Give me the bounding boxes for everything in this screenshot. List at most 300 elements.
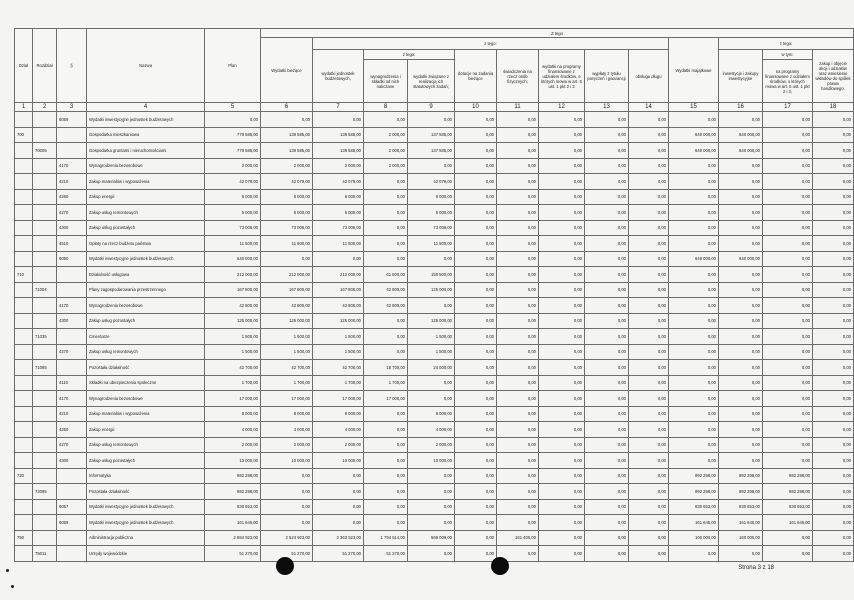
cell-amount: 0,00 [455, 251, 497, 267]
cell-amount: 0,00 [364, 189, 408, 205]
cell-amount: 0,00 [719, 344, 763, 360]
cell-amount: 10 000,00 [313, 453, 364, 469]
cell-amount: 0,00 [539, 499, 585, 515]
table-row [15, 282, 854, 298]
cell-amount: 42 800,00 [364, 282, 408, 298]
cell-amount: 0,00 [364, 236, 408, 252]
cell-rozdzial [33, 174, 57, 190]
column-number: 10 [455, 103, 497, 112]
cell-paragraf: 4510 [57, 236, 87, 252]
cell-dzial [15, 143, 33, 159]
cell-paragraf: 6059 [57, 515, 87, 531]
cell-amount: 212 000,00 [313, 267, 364, 283]
cell-paragraf: 4170 [57, 391, 87, 407]
cell-amount: 212 000,00 [205, 267, 261, 283]
cell-nazwa: Zakup usług remontowych [87, 437, 205, 453]
cell-amount: 0,00 [455, 375, 497, 391]
cell-amount: 0,00 [585, 236, 629, 252]
table-row [15, 360, 854, 376]
header-wydatki-statutowe: wydatki związane z realizacją ich statutowych zadań; [408, 60, 455, 103]
cell-nazwa: Pozostała działalność [87, 360, 205, 376]
cell-amount: 2 000,00 [408, 437, 455, 453]
cell-amount: 2 000,00 [364, 143, 408, 159]
cell-nazwa: Wydatki inwestycyjne jednostek budżetowych [87, 515, 205, 531]
cell-rozdzial: 71004 [33, 282, 57, 298]
cell-amount: 0,00 [719, 453, 763, 469]
cell-amount: 0,00 [629, 282, 669, 298]
cell-amount: 0,00 [539, 267, 585, 283]
cell-nazwa: Zakup usług remontowych [87, 205, 205, 221]
column-number: 15 [669, 103, 719, 112]
cell-nazwa: Opłaty na rzecz budżetu państwa [87, 236, 205, 252]
cell-rozdzial [33, 127, 57, 143]
cell-paragraf: 4270 [57, 344, 87, 360]
cell-dzial [15, 391, 33, 407]
cell-amount: 0,00 [813, 546, 854, 562]
cell-amount: 0,00 [585, 468, 629, 484]
cell-amount: 0,00 [539, 127, 585, 143]
cell-amount: 0,00 [813, 375, 854, 391]
cell-amount: 1 500,00 [408, 329, 455, 345]
cell-amount: 0,00 [497, 143, 539, 159]
cell-rozdzial [33, 391, 57, 407]
table-row [15, 499, 854, 515]
cell-amount: 0,00 [629, 422, 669, 438]
header-wydatki-majatkowe: Wydatki majątkowe [669, 38, 719, 103]
cell-amount: 0,00 [539, 453, 585, 469]
cell-amount: 0,00 [585, 127, 629, 143]
cell-amount: 0,00 [813, 437, 854, 453]
cell-amount: 8 000,00 [313, 406, 364, 422]
cell-amount: 161 645,00 [205, 515, 261, 531]
cell-amount: 0,00 [763, 546, 813, 562]
column-number: 3 [57, 103, 87, 112]
cell-amount: 0,00 [455, 360, 497, 376]
cell-dzial [15, 251, 33, 267]
cell-amount: 125 000,00 [205, 313, 261, 329]
cell-nazwa: Wydatki inwestycyjne jednostek budżetowych [87, 251, 205, 267]
header-zakup-akcji: zakup i objęcie akcji i udziałów oraz wniesienie wkładów do spółek prawa handlowego. [813, 50, 854, 103]
header-z-tego-majatkowe: z tego: [719, 38, 854, 50]
cell-amount: 1 500,00 [408, 344, 455, 360]
table-row [15, 267, 854, 283]
cell-amount: 11 500,00 [408, 236, 455, 252]
cell-nazwa: Zakup usług pozostałych [87, 453, 205, 469]
cell-amount: 0,00 [497, 251, 539, 267]
cell-amount: 0,00 [719, 360, 763, 376]
table-row [15, 251, 854, 267]
cell-amount: 2 524 923,00 [261, 530, 313, 546]
cell-amount: 0,00 [497, 158, 539, 174]
cell-rozdzial [33, 220, 57, 236]
column-number: 12 [539, 103, 585, 112]
cell-rozdzial: 71035 [33, 329, 57, 345]
budget-table [14, 28, 854, 562]
cell-nazwa: Zakup usług pozostałych [87, 313, 205, 329]
cell-amount: 0,00 [669, 158, 719, 174]
cell-rozdzial: 72095 [33, 484, 57, 500]
cell-amount: 0,00 [497, 360, 539, 376]
cell-amount: 0,00 [763, 298, 813, 314]
cell-amount: 0,00 [539, 236, 585, 252]
table-row [15, 112, 854, 128]
cell-dzial: 720 [15, 468, 33, 484]
cell-dzial [15, 189, 33, 205]
cell-amount: 0,00 [497, 236, 539, 252]
column-number: 17 [763, 103, 813, 112]
table-row [15, 484, 854, 500]
cell-amount: 0,00 [313, 484, 364, 500]
column-number: 4 [87, 103, 205, 112]
header-z-tego-jednostek: z tego: [364, 50, 455, 60]
cell-amount: 1 700,00 [261, 375, 313, 391]
cell-amount: 0,00 [585, 360, 629, 376]
cell-amount: 0,00 [497, 282, 539, 298]
cell-amount: 5 000,00 [205, 205, 261, 221]
header-paragraf: § [57, 29, 87, 103]
cell-amount: 4 000,00 [408, 422, 455, 438]
cell-amount: 0,00 [813, 344, 854, 360]
cell-amount: 0,00 [629, 515, 669, 531]
column-number: 13 [585, 103, 629, 112]
cell-amount: 0,00 [629, 468, 669, 484]
cell-amount: 992 298,00 [763, 468, 813, 484]
cell-amount: 0,00 [669, 298, 719, 314]
cell-amount: 11 500,00 [261, 236, 313, 252]
cell-amount: 2 000,00 [313, 158, 364, 174]
cell-amount: 0,00 [669, 220, 719, 236]
cell-amount: 0,00 [585, 220, 629, 236]
cell-dzial [15, 375, 33, 391]
cell-rozdzial [33, 236, 57, 252]
cell-amount: 830 653,00 [669, 499, 719, 515]
cell-amount: 125 000,00 [313, 313, 364, 329]
cell-amount: 5 000,00 [313, 205, 364, 221]
cell-amount: 0,00 [455, 205, 497, 221]
cell-amount: 0,00 [497, 437, 539, 453]
cell-paragraf: 4170 [57, 298, 87, 314]
cell-dzial [15, 236, 33, 252]
cell-paragraf: 4260 [57, 189, 87, 205]
cell-amount: 0,00 [497, 422, 539, 438]
cell-amount: 0,00 [455, 484, 497, 500]
cell-amount: 0,00 [364, 437, 408, 453]
cell-amount: 0,00 [813, 220, 854, 236]
cell-amount: 42 079,00 [408, 174, 455, 190]
cell-amount: 0,00 [497, 515, 539, 531]
column-number: 9 [408, 103, 455, 112]
cell-amount: 0,00 [539, 282, 585, 298]
cell-rozdzial [33, 453, 57, 469]
cell-paragraf [57, 484, 87, 500]
cell-amount: 0,00 [669, 422, 719, 438]
cell-amount: 0,00 [364, 515, 408, 531]
cell-rozdzial [33, 298, 57, 314]
cell-nazwa: Zakup materiałów i wyposażenia [87, 406, 205, 422]
header-nazwa: Nazwa [87, 29, 205, 103]
cell-amount: 640 000,00 [669, 143, 719, 159]
table-row [15, 158, 854, 174]
cell-amount: 0,00 [813, 453, 854, 469]
cell-amount: 2 000,00 [364, 127, 408, 143]
cell-amount: 4 000,00 [261, 422, 313, 438]
cell-amount: 0,00 [364, 313, 408, 329]
table-row [15, 313, 854, 329]
cell-amount: 61 500,00 [364, 267, 408, 283]
cell-amount: 0,00 [629, 174, 669, 190]
cell-amount: 0,00 [629, 205, 669, 221]
cell-amount: 42 700,00 [205, 360, 261, 376]
cell-paragraf: 4260 [57, 422, 87, 438]
cell-amount: 139 585,00 [261, 143, 313, 159]
cell-amount: 0,00 [539, 205, 585, 221]
cell-amount: 0,00 [719, 282, 763, 298]
cell-amount: 0,00 [539, 391, 585, 407]
cell-amount: 0,00 [539, 422, 585, 438]
cell-amount: 0,00 [497, 329, 539, 345]
cell-amount: 0,00 [813, 329, 854, 345]
cell-amount: 0,00 [629, 484, 669, 500]
cell-rozdzial [33, 344, 57, 360]
cell-amount: 4 000,00 [205, 422, 261, 438]
cell-rozdzial [33, 515, 57, 531]
cell-amount: 0,00 [313, 112, 364, 128]
cell-amount: 0,00 [763, 158, 813, 174]
cell-amount: 6 000,00 [408, 189, 455, 205]
cell-amount: 42 700,00 [261, 360, 313, 376]
cell-amount: 0,00 [539, 313, 585, 329]
cell-amount: 0,00 [455, 406, 497, 422]
cell-amount: 0,00 [497, 205, 539, 221]
cell-dzial [15, 282, 33, 298]
cell-paragraf: 4300 [57, 220, 87, 236]
cell-amount: 0,00 [763, 112, 813, 128]
cell-amount: 0,00 [763, 313, 813, 329]
cell-amount: 0,00 [539, 484, 585, 500]
cell-amount: 0,00 [364, 220, 408, 236]
cell-amount: 160 000,00 [669, 530, 719, 546]
cell-amount: 0,00 [455, 453, 497, 469]
cell-amount: 0,00 [364, 251, 408, 267]
cell-amount: 0,00 [455, 437, 497, 453]
cell-amount: 0,00 [763, 174, 813, 190]
cell-paragraf [57, 360, 87, 376]
cell-amount: 0,00 [364, 329, 408, 345]
cell-amount: 0,00 [719, 112, 763, 128]
cell-rozdzial [33, 375, 57, 391]
header-plan: Plan [205, 29, 261, 103]
table-row [15, 453, 854, 469]
cell-amount: 1 794 514,00 [364, 530, 408, 546]
page-number: Strona 3 z 18 [738, 565, 774, 571]
cell-amount: 0,00 [719, 546, 763, 562]
table-row [15, 189, 854, 205]
cell-amount: 0,00 [629, 360, 669, 376]
header-poreczenia: wypłaty z tytułu poręczeń i gwarancji [585, 50, 629, 103]
cell-amount: 0,00 [585, 189, 629, 205]
cell-amount: 0,00 [261, 468, 313, 484]
table-row [15, 437, 854, 453]
cell-amount: 0,00 [364, 344, 408, 360]
cell-amount: 5 000,00 [261, 205, 313, 221]
cell-amount: 42 800,00 [313, 298, 364, 314]
header-swiadczenia: świadczenia na rzecz osób fizycznych; [497, 50, 539, 103]
cell-amount: 0,00 [669, 391, 719, 407]
cell-dzial [15, 360, 33, 376]
cell-amount: 0,00 [813, 360, 854, 376]
cell-amount: 0,00 [539, 220, 585, 236]
column-number: 6 [261, 103, 313, 112]
cell-amount: 0,00 [813, 143, 854, 159]
table-row [15, 344, 854, 360]
cell-amount: 51 270,00 [205, 546, 261, 562]
cell-amount: 0,00 [669, 189, 719, 205]
header-wydatki-jednostek: wydatki jednostek budżetowych, [313, 50, 364, 103]
cell-amount: 212 000,00 [261, 267, 313, 283]
cell-amount: 640 000,00 [719, 127, 763, 143]
cell-amount: 0,00 [455, 468, 497, 484]
cell-amount: 640 000,00 [205, 251, 261, 267]
cell-amount: 0,00 [629, 298, 669, 314]
cell-amount: 0,00 [539, 329, 585, 345]
cell-amount: 0,00 [763, 530, 813, 546]
cell-amount: 0,00 [205, 112, 261, 128]
cell-amount: 0,00 [455, 174, 497, 190]
cell-amount: 0,00 [408, 515, 455, 531]
cell-paragraf: 6057 [57, 499, 87, 515]
cell-rozdzial: 75011 [33, 546, 57, 562]
cell-amount: 0,00 [629, 189, 669, 205]
cell-paragraf: 4170 [57, 158, 87, 174]
cell-amount: 2 684 923,00 [205, 530, 261, 546]
cell-amount: 0,00 [669, 344, 719, 360]
cell-amount: 0,00 [408, 112, 455, 128]
cell-amount: 0,00 [763, 329, 813, 345]
cell-amount: 24 000,00 [408, 360, 455, 376]
cell-amount: 0,00 [629, 530, 669, 546]
table-row [15, 298, 854, 314]
cell-amount: 42 079,00 [205, 174, 261, 190]
cell-amount: 17 000,00 [313, 391, 364, 407]
cell-nazwa: Plany zagospodarowania przestrzennego [87, 282, 205, 298]
cell-amount: 0,00 [497, 391, 539, 407]
cell-amount: 0,00 [455, 112, 497, 128]
cell-amount: 0,00 [408, 375, 455, 391]
cell-amount: 0,00 [585, 422, 629, 438]
cell-amount: 0,00 [408, 546, 455, 562]
cell-dzial: 750 [15, 530, 33, 546]
cell-amount: 0,00 [585, 344, 629, 360]
cell-dzial [15, 344, 33, 360]
cell-amount: 0,00 [813, 251, 854, 267]
cell-amount: 42 700,00 [313, 360, 364, 376]
column-number: 14 [629, 103, 669, 112]
cell-amount: 0,00 [763, 205, 813, 221]
cell-rozdzial [33, 406, 57, 422]
cell-amount: 0,00 [629, 391, 669, 407]
cell-amount: 0,00 [455, 329, 497, 345]
cell-nazwa: Zakup usług pozostałych [87, 220, 205, 236]
cell-amount: 640 000,00 [719, 251, 763, 267]
cell-amount: 779 585,00 [205, 143, 261, 159]
cell-rozdzial [33, 112, 57, 128]
table-row [15, 406, 854, 422]
cell-amount: 0,00 [813, 189, 854, 205]
cell-amount: 167 800,00 [205, 282, 261, 298]
column-number-row [15, 103, 854, 112]
punch-hole [276, 557, 294, 575]
cell-amount: 779 585,00 [205, 127, 261, 143]
cell-amount: 161 645,00 [763, 515, 813, 531]
cell-amount: 0,00 [669, 313, 719, 329]
cell-nazwa: Cmentarze [87, 329, 205, 345]
cell-amount: 0,00 [539, 344, 585, 360]
cell-nazwa: Gospodarka mieszkaniowa [87, 127, 205, 143]
cell-rozdzial [33, 189, 57, 205]
cell-amount: 0,00 [497, 174, 539, 190]
cell-amount: 0,00 [364, 453, 408, 469]
cell-amount: 0,00 [813, 422, 854, 438]
cell-amount: 0,00 [497, 375, 539, 391]
cell-amount: 0,00 [719, 298, 763, 314]
cell-dzial [15, 437, 33, 453]
cell-amount: 992 298,00 [205, 468, 261, 484]
cell-dzial [15, 313, 33, 329]
cell-amount: 11 500,00 [205, 236, 261, 252]
cell-amount: 0,00 [539, 406, 585, 422]
cell-paragraf [57, 329, 87, 345]
cell-dzial [15, 298, 33, 314]
cell-amount: 2 000,00 [261, 437, 313, 453]
cell-amount: 42 800,00 [205, 298, 261, 314]
cell-amount: 0,00 [763, 251, 813, 267]
cell-amount: 0,00 [813, 468, 854, 484]
header-wydatki-biezace: Wydatki bieżące [261, 38, 313, 103]
cell-dzial [15, 484, 33, 500]
cell-paragraf [57, 546, 87, 562]
cell-nazwa: Wynagrodzenia bezosobowe [87, 298, 205, 314]
cell-amount: 125 000,00 [408, 313, 455, 329]
cell-amount: 0,00 [497, 484, 539, 500]
cell-amount: 992 298,00 [763, 484, 813, 500]
cell-paragraf [57, 468, 87, 484]
cell-amount: 0,00 [455, 298, 497, 314]
cell-amount: 0,00 [719, 391, 763, 407]
cell-amount: 0,00 [455, 422, 497, 438]
cell-amount: 0,00 [813, 158, 854, 174]
header-dotacje: dotacje na zadania bieżące [455, 50, 497, 103]
table-row [15, 530, 854, 546]
cell-amount: 0,00 [813, 282, 854, 298]
cell-amount: 0,00 [585, 174, 629, 190]
cell-amount: 640 000,00 [719, 143, 763, 159]
cell-amount: 160 000,00 [719, 530, 763, 546]
cell-amount: 167 800,00 [261, 282, 313, 298]
cell-amount: 1 500,00 [261, 329, 313, 345]
cell-dzial [15, 112, 33, 128]
cell-amount: 0,00 [719, 437, 763, 453]
cell-amount: 0,00 [261, 112, 313, 128]
cell-amount: 0,00 [719, 174, 763, 190]
cell-amount: 0,00 [669, 546, 719, 562]
cell-dzial [15, 174, 33, 190]
cell-amount: 0,00 [585, 453, 629, 469]
cell-amount: 5 000,00 [408, 205, 455, 221]
cell-amount: 0,00 [455, 546, 497, 562]
cell-amount: 0,00 [629, 143, 669, 159]
cell-amount: 1 500,00 [313, 344, 364, 360]
header-wynagrodzenia: wynagrodzenia i składki od nich naliczane [364, 60, 408, 103]
